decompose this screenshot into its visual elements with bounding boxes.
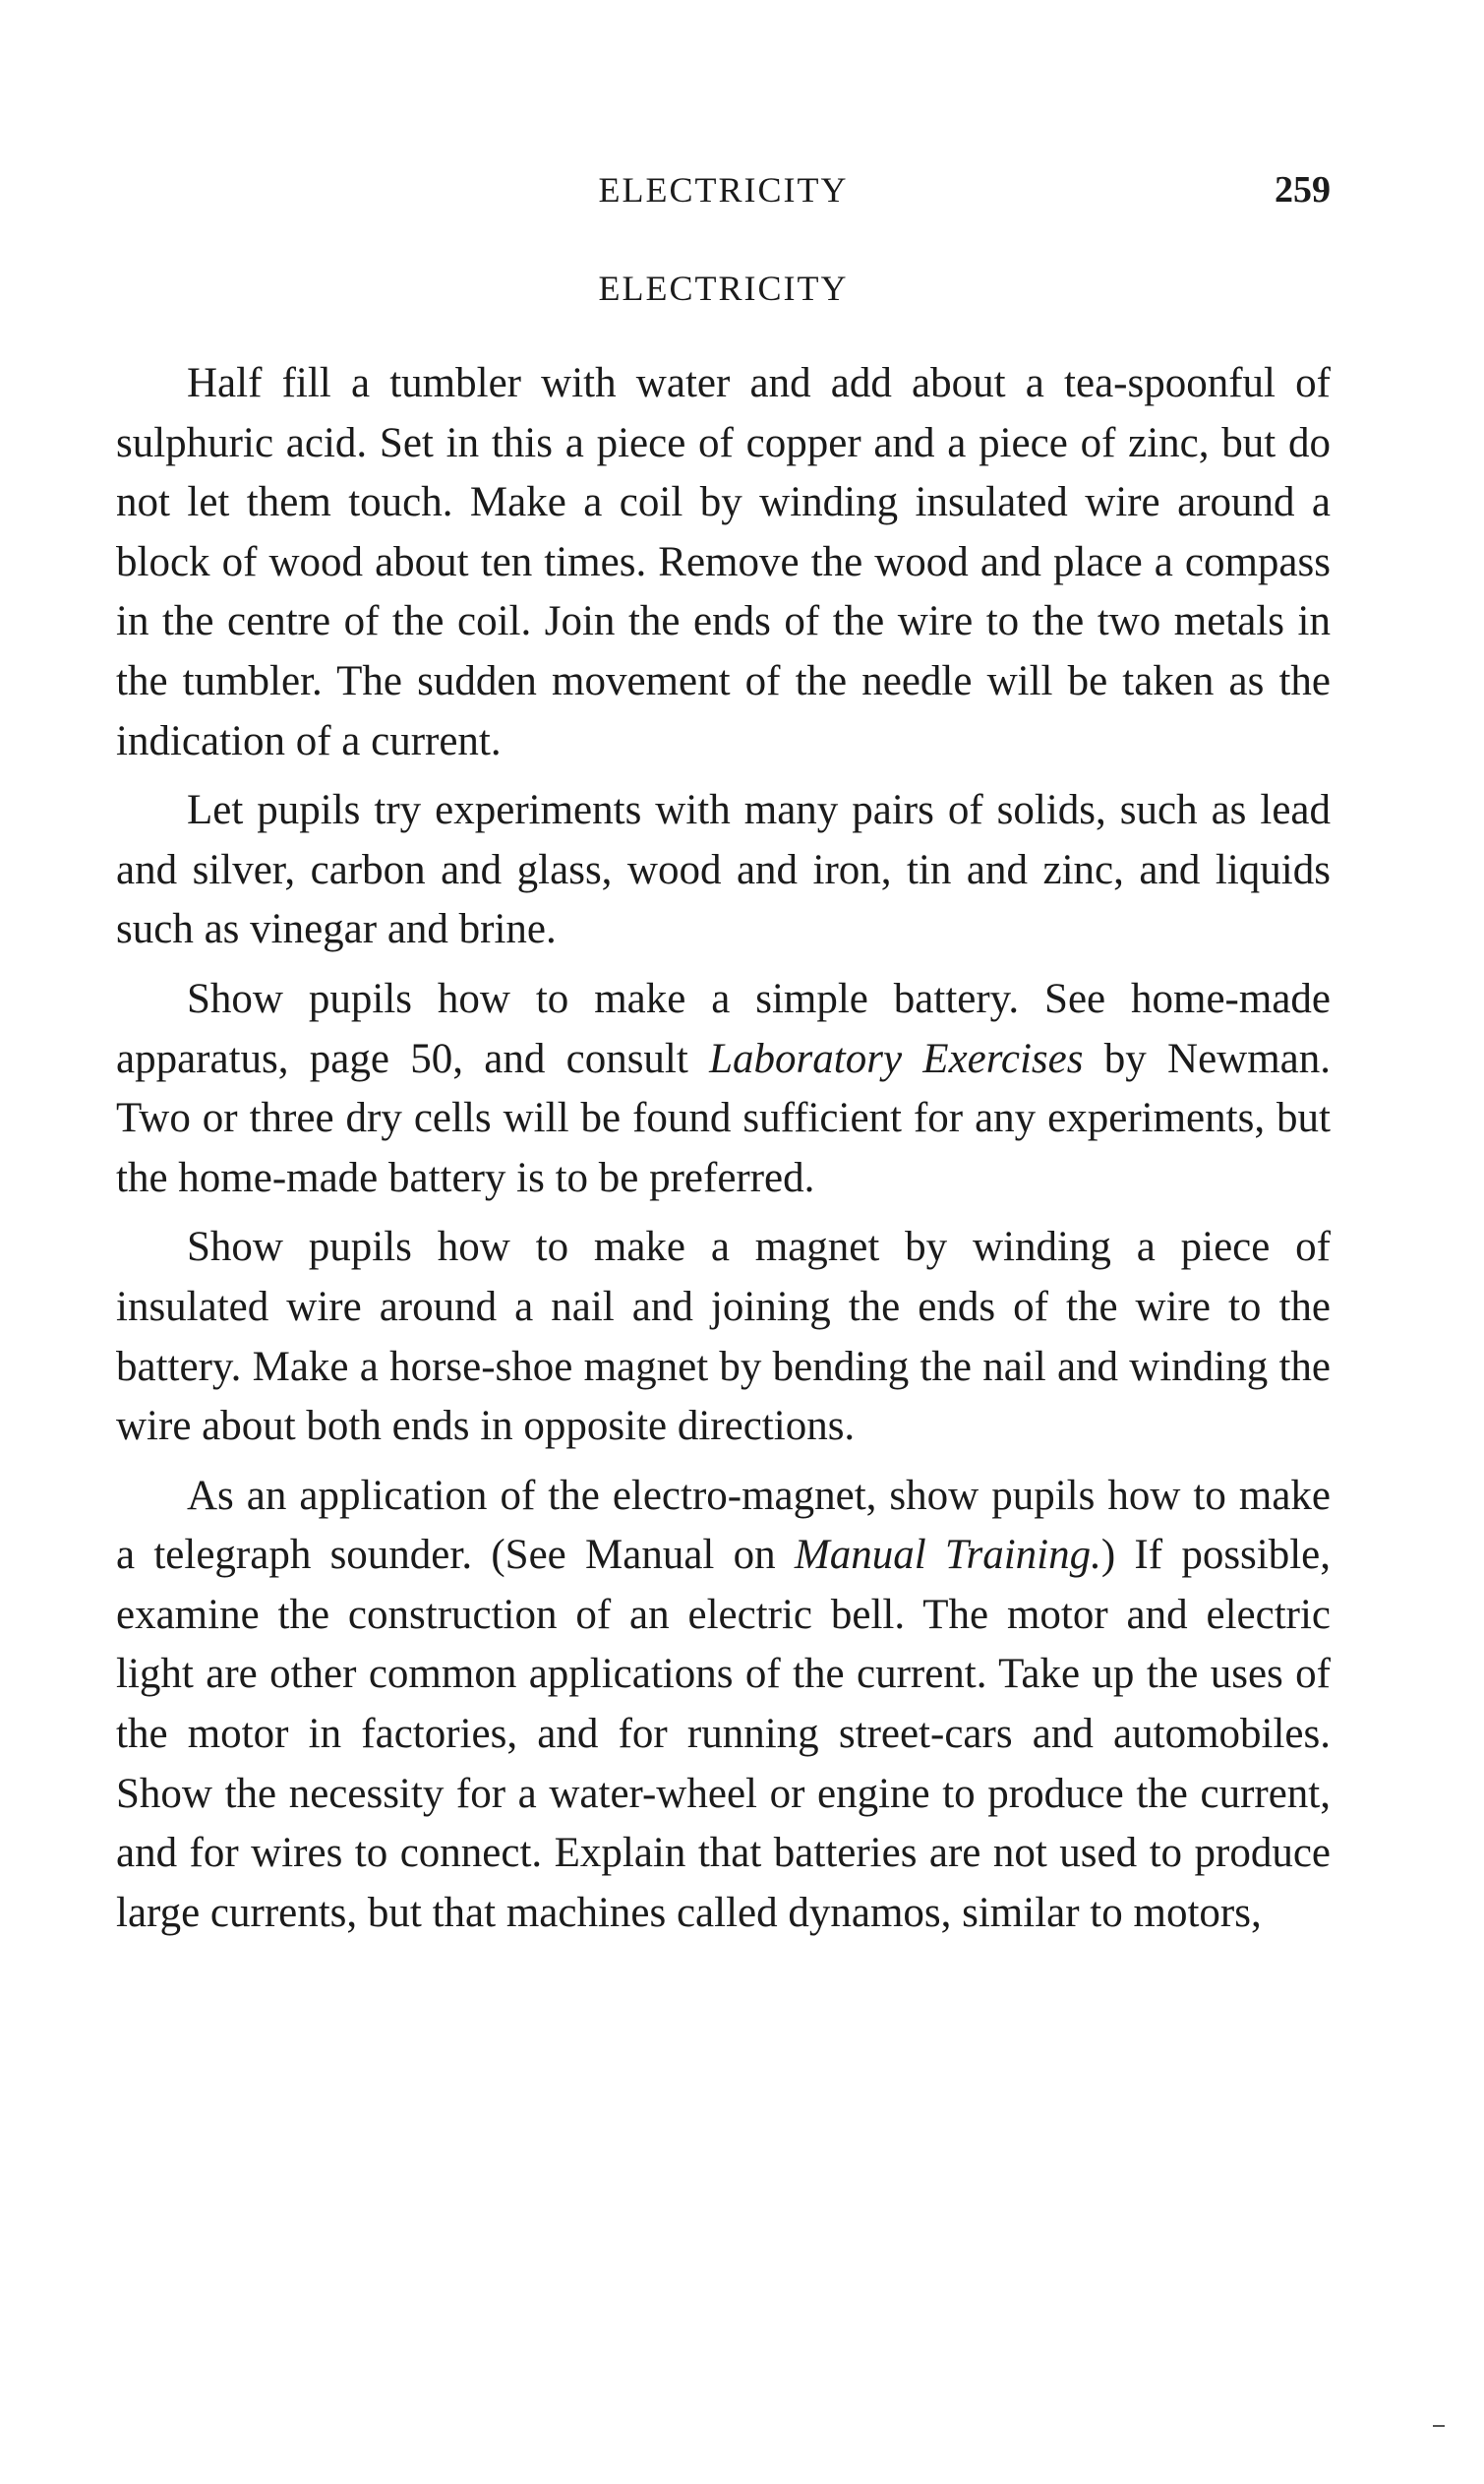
paragraph-text: ) If possible, examine the construction of an electric bell. The motor and electric light are other common applications of the current. Take up the uses of the motor in factories, and for running street-cars and automobiles. Show the necessity for a water-wheel or engine to produce the current, and for wires to connect. Explain that batteries are not used to produce large currents, but that machines called dynamos, similar to motors, — [116, 1532, 1332, 1936]
book-title-laboratory-exercises: Laboratory Exercises — [709, 1035, 1084, 1082]
paragraph-electro-magnet — [116, 1467, 1331, 1944]
body-text — [116, 354, 1331, 1953]
paragraph-pairs-of-solids — [116, 781, 1331, 960]
section-heading: ELECTRICITY — [598, 269, 849, 308]
paragraph-battery-experiment — [116, 354, 1331, 771]
paragraph-magnet — [116, 1218, 1331, 1456]
paragraph-text: Half fill a tumbler with water and add about a tea-spoonful of sulphuric acid. Set in this a piece of copper and a piece of zinc, but do not let them touch. Make a coil by winding insulated wire around a block of wood about ten times. Remove the wood and place a compass in the centre of the coil. Join the ends of the wire to the two metals in the tumbler. The sudden movement of the needle will be taken as the indication of a current. — [116, 360, 1331, 764]
paragraph-text: As an application of the electro-magnet, show pupils how to make a telegraph sounder. (See Manual on — [116, 1472, 1331, 1579]
paragraph-text: Show pupils how to make a magnet by winding a piece of insulated wire around a nail and joining the ends of the wire to the battery. Make a horse-shoe magnet by bending the nail and winding the wire about both ends in opposite directions. — [116, 1224, 1331, 1450]
running-title: ELECTRICITY — [598, 170, 849, 210]
paragraph-text: by Newman. Two or three dry cells will be found sufficient for any experiments, but the home-made battery is to be preferred. — [116, 1035, 1331, 1201]
print-mark — [1433, 2425, 1445, 2427]
running-head — [116, 165, 1331, 214]
book-title-manual-training: Manual Training. — [794, 1532, 1101, 1579]
paragraph-text: Show pupils how to make a simple battery. See home-made apparatus, page 50, and consult — [116, 975, 1331, 1082]
paragraph-text: Let pupils try experiments with many pairs of solids, such as lead and silver, carbon and glass, wood and iron, tin and zinc, and liquids such as vinegar and brine. — [116, 787, 1331, 953]
page-number: 259 — [1275, 169, 1331, 211]
paragraph-simple-battery — [116, 970, 1331, 1208]
